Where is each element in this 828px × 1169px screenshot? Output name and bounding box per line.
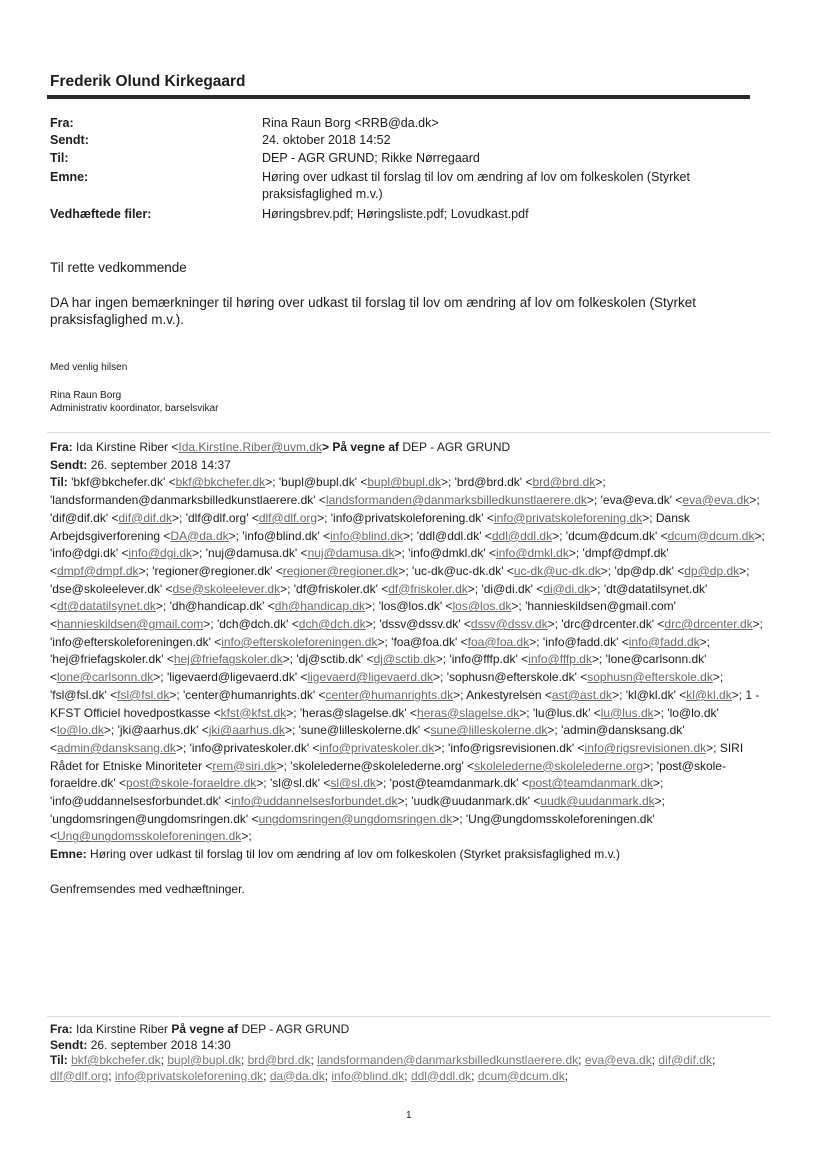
- recipient-name: 'dp@dp.dk': [614, 563, 674, 578]
- recipient-email-link[interactable]: lu@lus.dk: [600, 705, 654, 720]
- fw2-recipients: Til: bkf@bkchefer.dk; bupl@bupl.dk; brd@brd.dk; landsformanden@danmarksbilledkunstlaerere.dk; eva@eva.dk; dif@dif.dk; dlf@dlf.org; info@privatskoleforening.dk; da@da.dk; info@blind.dk; ddl@ddl.dk; dcum@dcum.dk;: [50, 1053, 716, 1083]
- recipient-name: 'hannieskildsen@gmail.com': [525, 599, 676, 614]
- recipient-email-link[interactable]: da@da.dk: [269, 1068, 325, 1083]
- fw1-from-label: Fra:: [50, 440, 73, 454]
- from-label: Fra:: [50, 116, 74, 130]
- recipient-name: 'heras@slagelse.dk': [299, 705, 407, 720]
- recipient-email-link[interactable]: dt@datatilsynet.dk: [57, 599, 156, 614]
- recipient-email-link[interactable]: brd@brd.dk: [247, 1053, 311, 1067]
- recipient-name: 'info@privateskoler.dk': [189, 740, 310, 755]
- recipient-name: 'di@di.dk': [481, 581, 533, 596]
- signature-title: Administrativ koordinator, barselsvikar: [50, 403, 219, 414]
- divider: [47, 1016, 771, 1017]
- fw1-from-email-link[interactable]: Ida.KirstIne.Riber@uvm.dk: [178, 440, 322, 454]
- recipient-email-link[interactable]: bkf@bkchefer.dk: [71, 1053, 161, 1067]
- recipient-name: 'info@dmkl.dk': [408, 546, 486, 561]
- recipient-name: 'bkf@bkchefer.dk': [71, 475, 166, 490]
- recipient-name: 'regioner@regioner.dk': [152, 563, 273, 578]
- recipient-email-link[interactable]: ddl@ddl.dk: [491, 528, 553, 543]
- recipient-name: 'uudk@uudanmark.dk': [411, 794, 531, 809]
- recipient-email-link[interactable]: eva@eva.dk: [682, 493, 750, 508]
- recipient-email-link[interactable]: info@privatskoleforening.dk: [114, 1068, 264, 1083]
- recipient-email-link[interactable]: bkf@bkchefer.dk: [175, 475, 266, 490]
- recipient-email-link[interactable]: sune@lilleskolerne.dk: [430, 723, 548, 738]
- recipient-email-link[interactable]: sl@sl.dk: [330, 776, 376, 791]
- recipient-email-link[interactable]: hej@friefagskoler.dk: [173, 652, 283, 667]
- recipient-name: 'lone@carlsonn.dk': [605, 652, 707, 667]
- recipient-email-link[interactable]: df@friskoler.dk: [388, 581, 468, 596]
- spacer: [50, 864, 770, 881]
- greeting: Til rette vedkommende: [50, 260, 187, 275]
- fw2-behalf-label: På vegne af: [171, 1022, 239, 1036]
- recipient-name: 'kl@kl.dk': [625, 687, 676, 702]
- recipient-name: 'dssv@dssv.dk': [379, 617, 461, 632]
- recipient-name: 'fsl@fsl.dk': [50, 687, 107, 702]
- fw2-from-name: Ida Kirstine Riber: [76, 1022, 169, 1036]
- forwarded-message-2: [50, 1022, 770, 1084]
- recipient-email-link[interactable]: lo@lo.dk: [57, 723, 104, 738]
- recipient-name: 'info@rigsrevisionen.dk': [448, 740, 575, 755]
- fw2-to-label: Til:: [50, 1053, 68, 1067]
- recipient-email-link[interactable]: dh@handicap.dk: [274, 599, 366, 614]
- attachments-value: Høringsbrev.pdf; Høringsliste.pdf; Lovudkast.pdf: [262, 207, 529, 221]
- recipient-name: 'ligevaerd@ligevaerd.dk': [166, 670, 298, 685]
- recipient-name: 'sophusn@efterskole.dk': [446, 670, 577, 685]
- recipient-name: 'df@friskoler.dk': [293, 581, 378, 596]
- recipient-name: 'dlf@dlf.org': [185, 510, 249, 525]
- recipient-name: 'lu@lus.dk': [532, 705, 591, 720]
- recipient-name: 'lo@lo.dk': [667, 705, 719, 720]
- sent-value: 24. oktober 2018 14:52: [262, 133, 391, 147]
- recipient-name: 'brd@brd.dk': [454, 475, 523, 490]
- closing: Med venlig hilsen: [50, 362, 128, 373]
- recipient-name: 'hej@friefagskoler.dk': [50, 652, 164, 667]
- fw1-behalf-label: > På vegne af: [321, 440, 400, 454]
- attachments-label: Vedhæftede filer:: [50, 207, 152, 221]
- recipient-email-link[interactable]: nuj@damusa.dk: [307, 546, 395, 561]
- recipient-name: 'Ung@ungdomsskoleforeningen.dk': [465, 811, 655, 826]
- body-text: DA har ingen bemærkninger til høring over udkast til forslag til lov om ændring af lov om folkeskolen (Styrket praksisfaglighed m.v.).: [50, 295, 697, 327]
- recipient-email-link[interactable]: kl@kl.dk: [686, 687, 732, 702]
- recipient-name: 'eva@eva.dk': [600, 493, 673, 508]
- recipient-name: 'dch@dch.dk': [216, 617, 289, 632]
- recipient-email-link[interactable]: info@dmkl.dk: [495, 546, 569, 561]
- recipient-email-link[interactable]: sophusn@efterskole.dk: [587, 670, 713, 685]
- sender-name: Frederik Olund Kirkegaard: [50, 73, 246, 90]
- fw1-subject-line: [50, 846, 770, 864]
- recipient-email-link[interactable]: post@skole-foraeldre.dk: [126, 776, 257, 791]
- subject-label: Emne:: [50, 170, 89, 184]
- fw1-forward-note: Genfremsendes med vedhæftninger.: [50, 881, 245, 896]
- recipient-email-link[interactable]: drc@drcenter.dk: [664, 617, 753, 632]
- recipient-name: 'sl@sl.dk': [269, 776, 321, 791]
- recipient-name: 'info@fffp.dk': [449, 652, 518, 667]
- recipient-name: 'info@efterskoleforeningen.dk': [50, 634, 211, 649]
- fw1-subject-label: Emne:: [50, 847, 87, 862]
- recipient-email-link[interactable]: hannieskildsen@gmail.com: [57, 617, 204, 632]
- recipient-email-link[interactable]: info@blind.dk: [331, 1068, 405, 1083]
- recipient-email-link[interactable]: kfst@kfst.dk: [220, 705, 287, 720]
- fw1-subject-value: Høring over udkast til forslag til lov om ændring af lov om folkeskolen (Styrket praksisfaglighed m.v.): [90, 847, 621, 862]
- fw1-sent-line: [50, 457, 770, 475]
- fw2-from-line: [50, 1022, 770, 1038]
- recipient-email-link[interactable]: info@privatskoleforening.dk: [493, 510, 643, 525]
- recipient-name: 'info@privatskoleforening.dk': [330, 510, 484, 525]
- recipient-name: 'post@skole-foraeldre.dk': [50, 758, 726, 791]
- recipient-email-link[interactable]: heras@slagelse.dk: [417, 705, 520, 720]
- recipient-name: 'bupl@bupl.dk': [278, 475, 358, 490]
- recipient-email-link[interactable]: bupl@bupl.dk: [367, 475, 441, 490]
- recipient-name: Dansk Arbejdsgiverforening: [50, 510, 690, 543]
- from-value: Rina Raun Borg <RRB@da.dk>: [262, 116, 439, 130]
- recipient-email-link[interactable]: di@di.dk: [543, 581, 591, 596]
- sent-label: Sendt:: [50, 133, 89, 147]
- recipient-name: 'dh@handicap.dk': [169, 599, 265, 614]
- recipient-email-link[interactable]: DA@da.dk: [170, 528, 229, 543]
- fw2-sent-line: [50, 1038, 770, 1054]
- fw1-recipients: Til: 'bkf@bkchefer.dk' <bkf@bkchefer.dk>; 'bupl@bupl.dk' <bupl@bupl.dk>; 'brd@brd.dk' <brd@brd.dk>; 'landsformanden@danmarksbilledkunstlaerere.dk' <landsformanden@danmarksbilledkunstlaerere.dk>; 'eva@eva.dk' <eva@eva.dk>; 'dif@dif.dk' <dif@dif.dk>; 'dlf@dlf.org' <dlf@dlf.org>; 'info@privatskoleforening.dk' <info@privatskoleforening.dk>; Dansk Arbejdsgiverforening <DA@da.dk>; 'info@blind.dk' <info@blind.dk>; 'ddl@ddl.dk' <ddl@ddl.dk>; 'dcum@dcum.dk' <dcum@dcum.dk>; 'info@dgi.dk' <info@dgi.dk>; 'nuj@damusa.dk' <nuj@damusa.dk>; 'info@dmkl.dk' <info@dmkl.dk>; 'dmpf@dmpf.dk' <dmpf@dmpf.dk>; 'regioner@regioner.dk' <regioner@regioner.dk>; 'uc-dk@uc-dk.dk' <uc-dk@uc-dk.dk>; 'dp@dp.dk' <dp@dp.dk>; 'dse@skoleelever.dk' <dse@skoleelever.dk>; 'df@friskoler.dk' <df@friskoler.dk>; 'di@di.dk' <di@di.dk>; 'dt@datatilsynet.dk' <dt@datatilsynet.dk>; 'dh@handicap.dk' <dh@handicap.dk>; 'los@los.dk' <los@los.dk>; 'hannieskildsen@gmail.com' <hannieskildsen@gmail.com>; 'dch@dch.dk' <dch@dch.dk>; 'dssv@dssv.dk' <dssv@dssv.dk>; 'drc@drcenter.dk' <drc@drcenter.dk>; 'info@efterskoleforeningen.dk' <info@efterskoleforeningen.dk>; 'foa@foa.dk' <foa@foa.dk>; 'info@fadd.dk' <info@fadd.dk>; 'hej@friefagskoler.dk' <hej@friefagskoler.dk>; 'dj@sctib.dk' <dj@sctib.dk>; 'info@fffp.dk' <info@fffp.dk>; 'lone@carlsonn.dk' <lone@carlsonn.dk>; 'ligevaerd@ligevaerd.dk' <ligevaerd@ligevaerd.dk>; 'sophusn@efterskole.dk' <sophusn@efterskole.dk>; 'fsl@fsl.dk' <fsl@fsl.dk>; 'center@humanrights.dk' <center@humanrights.dk>; Ankestyrelsen <ast@ast.dk>; 'kl@kl.dk' <kl@kl.dk>; 1 - KFST Officiel hovedpostkasse <kfst@kfst.dk>; 'heras@slagelse.dk' <heras@slagelse.dk>; 'lu@lus.dk' <lu@lus.dk>; 'lo@lo.dk' <lo@lo.dk>; 'jki@aarhus.dk' <jki@aarhus.dk>; 'sune@lilleskolerne.dk' <sune@lilleskolerne.dk>; 'admin@dansksang.dk' <admin@dansksang.dk>; 'info@privateskoler.dk' <info@privateskoler.dk>; 'info@rigsrevisionen.dk' <info@rigsrevisionen.dk>; SIRI Rådet for Etniske Minoriteter <rem@siri.dk>; 'skolelederne@skolelederne.org' <skolelederne@skolelederne.org>; 'post@skole-foraeldre.dk' <post@skole-foraeldre.dk>; 'sl@sl.dk' <sl@sl.dk>; 'post@teamdanmark.dk' <post@teamdanmark.dk>; 'info@uddannelsesforbundet.dk' <info@uddannelsesforbundet.dk>; 'uudk@uudanmark.dk' <uudk@uudanmark.dk>; 'ungdomsringen@ungdomsringen.dk' <ungdomsringen@ungdomsringen.dk>; 'Ung@ungdomsskoleforeningen.dk' <Ung@ungdomsskoleforeningen.dk>;: [50, 475, 765, 844]
- recipient-email-link[interactable]: uc-dk@uc-dk.dk: [513, 563, 601, 578]
- forwarded-message-1: [50, 439, 770, 899]
- recipient-email-link[interactable]: dcum@dcum.dk: [477, 1068, 565, 1083]
- recipient-email-link[interactable]: ddl@ddl.dk: [410, 1068, 472, 1083]
- recipient-name: 'info@fadd.dk': [542, 634, 619, 649]
- recipient-email-link[interactable]: ast@ast.dk: [551, 687, 613, 702]
- recipient-name: 'dmpf@dmpf.dk': [582, 546, 669, 561]
- recipient-email-link[interactable]: dcum@dcum.dk: [667, 528, 755, 543]
- recipient-email-link[interactable]: info@efterskoleforeningen.dk: [221, 634, 378, 649]
- recipient-email-link[interactable]: Ung@ungdomsskoleforeningen.dk: [57, 829, 242, 844]
- recipient-email-link[interactable]: info@blind.dk: [330, 528, 404, 543]
- fw1-from-line: [50, 439, 770, 457]
- recipient-email-link[interactable]: uudk@uudanmark.dk: [540, 794, 655, 809]
- fw2-sent-value: 26. september 2018 14:30: [90, 1037, 231, 1052]
- recipient-name: 'dj@sctib.dk': [296, 652, 364, 667]
- recipient-name: 'los@los.dk': [378, 599, 443, 614]
- recipient-email-link[interactable]: dlf@dlf.org: [258, 510, 318, 525]
- recipient-email-link[interactable]: rem@siri.dk: [212, 758, 277, 773]
- recipient-email-link[interactable]: fsl@fsl.dk: [117, 687, 170, 702]
- recipient-name: 'jki@aarhus.dk': [117, 723, 199, 738]
- recipient-name: 'landsformanden@danmarksbilledkunstlaerere.dk': [50, 493, 316, 508]
- recipient-name: 'nuj@damusa.dk': [205, 546, 298, 561]
- fw1-to-label: Til:: [50, 475, 68, 490]
- recipient-email-link[interactable]: eva@eva.dk: [584, 1053, 652, 1067]
- recipient-name: 1 - KFST Officiel hovedpostkasse: [50, 687, 760, 720]
- fw1-behalf-value: DEP - AGR GRUND: [402, 440, 511, 454]
- recipient-name: 'dse@skoleelever.dk': [50, 581, 163, 596]
- recipient-name: 'ungdomsringen@ungdomsringen.dk': [50, 811, 249, 826]
- recipient-email-link[interactable]: landsformanden@danmarksbilledkunstlaerere.dk: [325, 493, 587, 508]
- recipient-email-link[interactable]: post@teamdanmark.dk: [528, 776, 654, 791]
- recipient-name: 'ddl@ddl.dk': [416, 528, 482, 543]
- recipient-name: SIRI Rådet for Etniske Minoriteter: [50, 740, 744, 773]
- fw1-from-name: Ida Kirstine Riber <: [76, 440, 179, 454]
- recipient-email-link[interactable]: los@los.dk: [452, 599, 512, 614]
- recipient-email-link[interactable]: regioner@regioner.dk: [282, 563, 399, 578]
- recipient-email-link[interactable]: dmpf@dmpf.dk: [57, 563, 139, 578]
- fw2-sent-label: Sendt:: [50, 1037, 88, 1052]
- recipient-email-link[interactable]: dlf@dlf.org: [50, 1068, 109, 1083]
- recipient-name: 'post@teamdanmark.dk': [389, 776, 519, 791]
- divider: [47, 432, 771, 433]
- recipient-name: 'admin@dansksang.dk': [561, 723, 685, 738]
- recipient-email-link[interactable]: landsformanden@danmarksbilledkunstlaerere.dk: [317, 1053, 579, 1067]
- recipient-email-link[interactable]: info@fffp.dk: [528, 652, 592, 667]
- recipient-name: 'dt@datatilsynet.dk': [603, 581, 708, 596]
- recipient-email-link[interactable]: info@privateskoler.dk: [319, 740, 435, 755]
- recipient-email-link[interactable]: dssv@dssv.dk: [470, 617, 548, 632]
- signature-name: Rina Raun Borg: [50, 390, 122, 401]
- recipient-email-link[interactable]: dp@dp.dk: [684, 563, 740, 578]
- fw1-sent-label: Sendt:: [50, 457, 88, 472]
- recipient-email-link[interactable]: brd@brd.dk: [532, 475, 596, 490]
- recipient-name: 'sune@lilleskolerne.dk': [298, 723, 421, 738]
- header-rule: [47, 95, 750, 99]
- recipient-email-link[interactable]: foa@foa.dk: [467, 634, 530, 649]
- subject-value: Høring over udkast til forslag til lov om ændring af lov om folkeskolen (Styrket praksisfaglighed m.v.): [262, 170, 690, 201]
- recipient-email-link[interactable]: info@dgi.dk: [128, 546, 193, 561]
- recipient-name: 'dif@dif.dk': [50, 510, 109, 525]
- fw2-behalf-value: DEP - AGR GRUND: [241, 1022, 350, 1036]
- recipient-name: 'center@humanrights.dk': [183, 687, 316, 702]
- to-label: Til:: [50, 151, 69, 165]
- recipient-name: 'drc@drcenter.dk': [561, 617, 655, 632]
- recipient-email-link[interactable]: admin@dansksang.dk: [57, 740, 176, 755]
- fw1-sent-value: 26. september 2018 14:37: [90, 457, 231, 472]
- recipient-email-link[interactable]: ligevaerd@ligevaerd.dk: [307, 670, 434, 685]
- recipient-name: Ankestyrelsen: [466, 687, 542, 702]
- to-value: DEP - AGR GRUND; Rikke Nørregaard: [262, 151, 480, 165]
- recipient-email-link[interactable]: dif@dif.dk: [658, 1053, 712, 1067]
- recipient-name: 'skolelederne@skolelederne.org': [290, 758, 464, 773]
- recipient-name: 'info@blind.dk': [242, 528, 320, 543]
- recipient-name: 'dcum@dcum.dk': [565, 528, 658, 543]
- recipient-email-link[interactable]: dif@dif.dk: [118, 510, 173, 525]
- recipient-email-link[interactable]: jki@aarhus.dk: [208, 723, 285, 738]
- recipient-email-link[interactable]: dj@sctib.dk: [373, 652, 436, 667]
- recipient-name: 'info@uddannelsesforbundet.dk': [50, 794, 221, 809]
- recipient-name: 'uc-dk@uc-dk.dk': [412, 563, 504, 578]
- recipient-email-link[interactable]: info@uddannelsesforbundet.dk: [231, 794, 398, 809]
- recipient-email-link[interactable]: dse@skoleelever.dk: [172, 581, 281, 596]
- recipient-email-link[interactable]: lone@carlsonn.dk: [57, 670, 154, 685]
- recipient-email-link[interactable]: center@humanrights.dk: [325, 687, 454, 702]
- recipient-name: 'info@dgi.dk': [50, 546, 119, 561]
- recipient-email-link[interactable]: skolelederne@skolelederne.org: [474, 758, 644, 773]
- recipient-name: 'foa@foa.dk': [391, 634, 458, 649]
- recipient-email-link[interactable]: dch@dch.dk: [298, 617, 366, 632]
- recipient-email-link[interactable]: ungdomsringen@ungdomsringen.dk: [258, 811, 453, 826]
- fw2-from-label: Fra:: [50, 1022, 73, 1036]
- page-number: 1: [406, 1110, 412, 1121]
- recipient-email-link[interactable]: info@rigsrevisionen.dk: [584, 740, 707, 755]
- recipient-email-link[interactable]: info@fadd.dk: [628, 634, 700, 649]
- recipient-email-link[interactable]: bupl@bupl.dk: [167, 1053, 241, 1067]
